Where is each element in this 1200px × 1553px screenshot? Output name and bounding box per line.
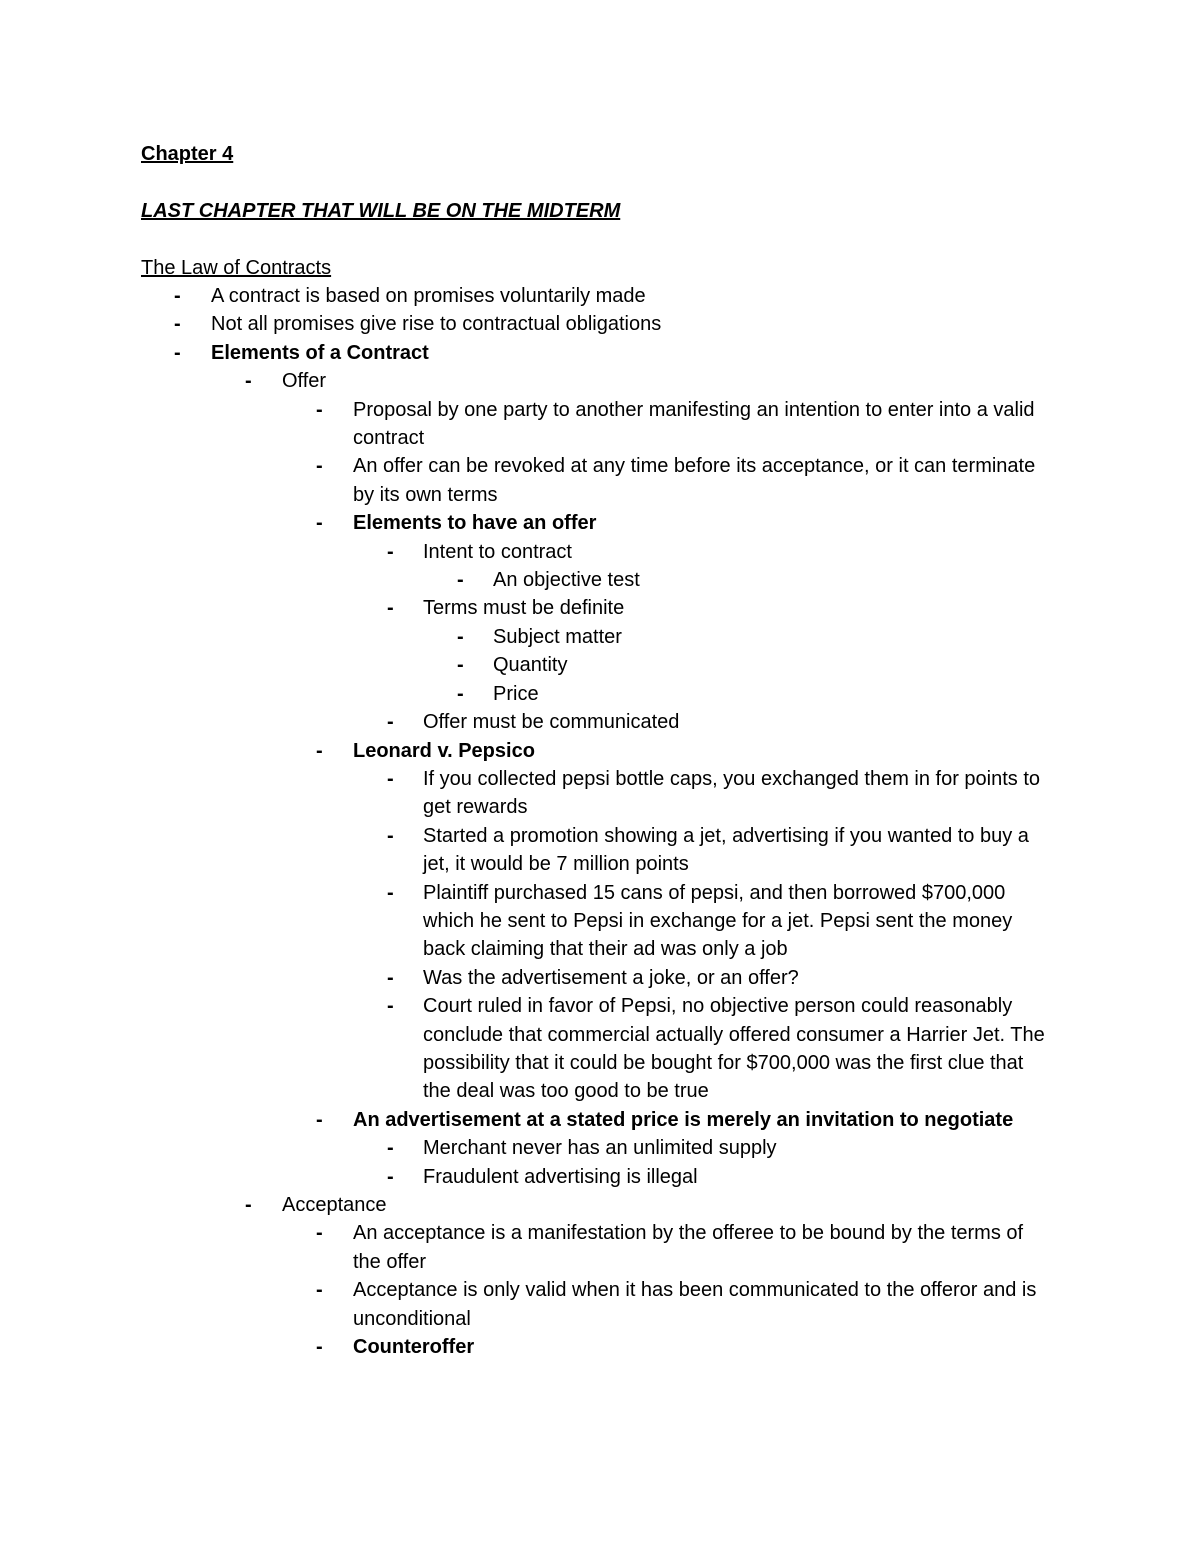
list-item-text: An advertisement at a stated price is merely an invitation to negotiate <box>353 1108 1014 1131</box>
list-item-text: Plaintiff purchased 15 cans of pepsi, and then borrowed $700,000 which he sent to Pepsi in exchange for a jet. Pepsi sent the money back claiming that their ad was only a job <box>423 881 1013 961</box>
list-item-text: Proposal by one party to another manifesting an intention to enter into a valid contract <box>353 398 1035 450</box>
list-item <box>0 509 1200 537</box>
list-item <box>0 708 1200 736</box>
list-item <box>0 822 1200 879</box>
list-item <box>0 367 1200 395</box>
list-item-text: Terms must be definite <box>423 597 625 620</box>
list-item <box>0 879 1200 964</box>
list-item <box>0 765 1200 822</box>
bullet-dash: - <box>387 597 394 620</box>
list-item-text: Not all promises give rise to contractual obligations <box>211 313 662 336</box>
list-item <box>0 594 1200 622</box>
bullet-dash: - <box>316 739 323 762</box>
list-item-text: Court ruled in favor of Pepsi, no objective person could reasonably conclude that commercial actually offered consumer a Harrier Jet. The possibility that it could be bought for $700,000 was the first clue that the deal was too good to be true <box>423 995 1045 1103</box>
bullet-dash: - <box>457 625 464 648</box>
bullet-dash: - <box>387 711 394 734</box>
list-item-text: Offer must be communicated <box>423 711 680 734</box>
list-item-text: Offer <box>282 370 327 393</box>
list-item-text: Counteroffer <box>353 1336 475 1359</box>
bullet-dash: - <box>387 767 394 790</box>
list-item-text: Was the advertisement a joke, or an offer? <box>423 966 799 989</box>
list-item-text: Price <box>493 682 539 705</box>
bullet-dash: - <box>174 313 181 336</box>
bullet-dash: - <box>457 654 464 677</box>
list-item <box>0 566 1200 594</box>
bullet-dash: - <box>387 824 394 847</box>
list-item <box>0 623 1200 651</box>
list-item-text: Quantity <box>493 654 568 677</box>
bullet-dash: - <box>316 398 323 421</box>
list-item <box>0 737 1200 765</box>
section-title: The Law of Contracts <box>141 257 332 279</box>
bullet-dash: - <box>174 285 181 307</box>
bullet-dash: - <box>316 1108 323 1131</box>
list-item-text: Fraudulent advertising is illegal <box>423 1165 698 1188</box>
list-item <box>0 680 1200 708</box>
bullet-dash: - <box>316 1336 323 1359</box>
bullet-dash: - <box>387 881 394 904</box>
list-item-text: Elements to have an offer <box>353 512 597 535</box>
list-item-text: An acceptance is a manifestation by the offeree to be bound by the terms of the offer <box>353 1222 1024 1273</box>
bullet-dash: - <box>174 341 181 364</box>
list-item-text: If you collected pepsi bottle caps, you exchanged them in for points to get rewards <box>423 767 1041 819</box>
list-item <box>0 1276 1200 1333</box>
list-item <box>0 1106 1200 1134</box>
list-item-text: Subject matter <box>493 625 622 648</box>
list-item <box>0 1333 1200 1361</box>
midterm-note: LAST CHAPTER THAT WILL BE ON THE MIDTERM <box>141 200 621 222</box>
bullet-dash: - <box>316 512 323 535</box>
list-item <box>0 1191 1200 1219</box>
chapter-title: Chapter 4 <box>141 143 234 165</box>
list-item <box>0 339 1200 367</box>
list-item <box>0 538 1200 566</box>
list-item-text: A contract is based on promises voluntarily made <box>211 285 646 307</box>
list-item-text: An objective test <box>493 569 640 592</box>
bullet-dash: - <box>316 455 323 478</box>
list-item-text: Elements of a Contract <box>211 341 429 364</box>
bullet-dash: - <box>316 1279 323 1302</box>
list-item <box>0 992 1200 1106</box>
list-item <box>0 1219 1200 1276</box>
list-item-text: Acceptance is only valid when it has been communicated to the offeror and is unconditional <box>353 1279 1037 1330</box>
bullet-dash: - <box>387 1137 394 1160</box>
list-item-text: Acceptance <box>282 1194 387 1216</box>
list-item <box>0 651 1200 679</box>
list-item-text: Intent to contract <box>423 540 572 563</box>
list-item <box>0 452 1200 509</box>
bullet-dash: - <box>387 1165 394 1188</box>
bullet-dash: - <box>457 682 464 705</box>
list-item <box>0 1163 1200 1191</box>
bullet-dash: - <box>387 995 394 1018</box>
list-item-text: An offer can be revoked at any time before its acceptance, or it can terminate by its own terms <box>353 455 1036 506</box>
bullet-dash: - <box>245 1194 252 1216</box>
list-item <box>0 282 1200 310</box>
list-item <box>0 310 1200 338</box>
list-item <box>0 396 1200 453</box>
bullet-dash: - <box>245 370 252 393</box>
list-item-text: Started a promotion showing a jet, advertising if you wanted to buy a jet, it would be 7 million points <box>423 824 1029 876</box>
list-item <box>0 964 1200 992</box>
bullet-dash: - <box>316 1222 323 1245</box>
bullet-dash: - <box>387 540 394 563</box>
bullet-dash: - <box>387 966 394 989</box>
list-item <box>0 1134 1200 1162</box>
bullet-dash: - <box>457 569 464 592</box>
outline-list <box>0 282 1200 1361</box>
list-item-text: Merchant never has an unlimited supply <box>423 1137 777 1160</box>
list-item-text: Leonard v. Pepsico <box>353 739 535 762</box>
